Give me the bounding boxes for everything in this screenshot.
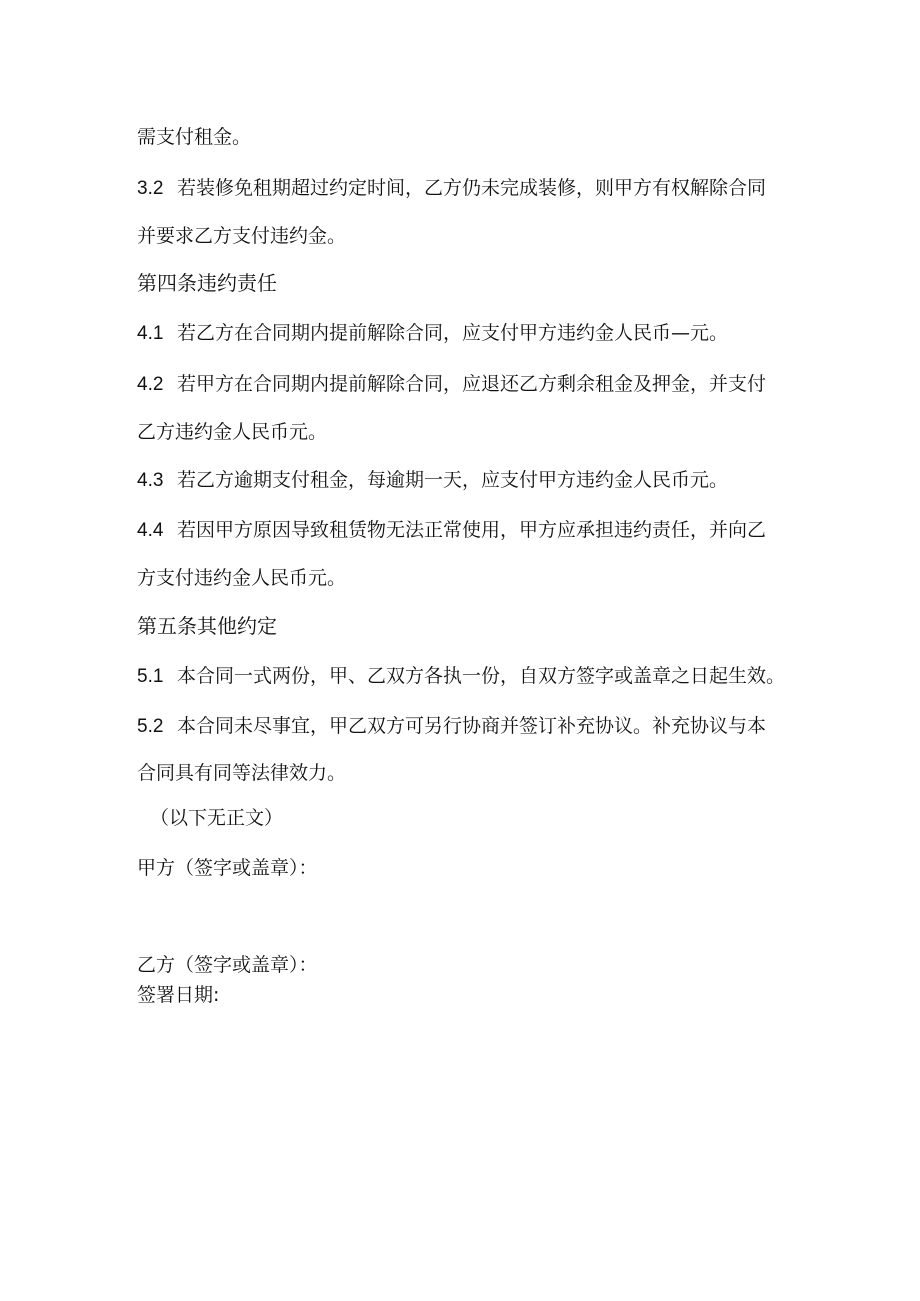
clause-text: 若乙方逾期支付租金，每逾期一天，应支付甲方违约金人民币元。 <box>177 469 729 491</box>
clause-number: 5.2 <box>137 716 164 737</box>
no-body-text-note <box>150 806 810 830</box>
section-heading-text: 第五条其他约定 <box>137 614 277 638</box>
section-heading-5 <box>137 614 797 638</box>
clause-number: 3.2 <box>137 178 164 199</box>
signing-date <box>137 983 797 1007</box>
party-a-signature <box>137 856 797 880</box>
clause-4-4 <box>137 518 797 543</box>
clause-number: 4.1 <box>137 323 164 344</box>
clause-3-2 <box>137 176 797 201</box>
clause-text: 若甲方在合同期内提前解除合同，应退还乙方剩余租金及押金，并支付 <box>177 373 767 395</box>
signing-date-label: 签署日期: <box>137 984 220 1006</box>
clause-number: 5.1 <box>137 666 164 687</box>
clause-number: 4.2 <box>137 374 164 395</box>
text-line <box>137 420 797 444</box>
section-heading-4 <box>137 271 797 295</box>
clause-4-1 <box>137 321 797 346</box>
line-text: 乙方违约金人民币元。 <box>137 421 328 443</box>
clause-5-1 <box>137 664 797 689</box>
signature-label: 乙方（签字或盖章）： <box>137 954 318 976</box>
line-text: 方支付违约金人民币元。 <box>137 567 347 589</box>
line-text: 合同具有同等法律效力。 <box>137 762 347 784</box>
line-text: 需支付租金。 <box>137 126 252 148</box>
text-line <box>137 125 797 149</box>
clause-5-2 <box>137 714 797 739</box>
text-line <box>137 224 797 248</box>
signature-label: 甲方（签字或盖章）： <box>137 857 318 879</box>
text-line <box>137 566 797 590</box>
clause-text: 若装修免租期超过约定时间，乙方仍未完成装修，则甲方有权解除合同 <box>177 177 767 199</box>
clause-text: 本合同未尽事宜，甲乙双方可另行协商并签订补充协议。补充协议与本 <box>177 715 767 737</box>
clause-4-2 <box>137 372 797 397</box>
clause-4-3 <box>137 468 797 493</box>
line-text: （以下无正文） <box>150 807 284 829</box>
clause-text: 若乙方在合同期内提前解除合同，应支付甲方违约金人民币—元。 <box>177 322 729 344</box>
text-line <box>137 761 797 785</box>
clause-text: 若因甲方原因导致租赁物无法正常使用，甲方应承担违约责任，并向乙 <box>177 519 767 541</box>
line-text: 并要求乙方支付违约金。 <box>137 225 347 247</box>
clause-number: 4.3 <box>137 470 164 491</box>
clause-number: 4.4 <box>137 520 164 541</box>
clause-text: 本合同一式两份，甲、乙双方各执一份，自双方签字或盖章之日起生效。 <box>177 665 786 687</box>
section-heading-text: 第四条违约责任 <box>137 271 277 295</box>
party-b-signature <box>137 953 797 977</box>
